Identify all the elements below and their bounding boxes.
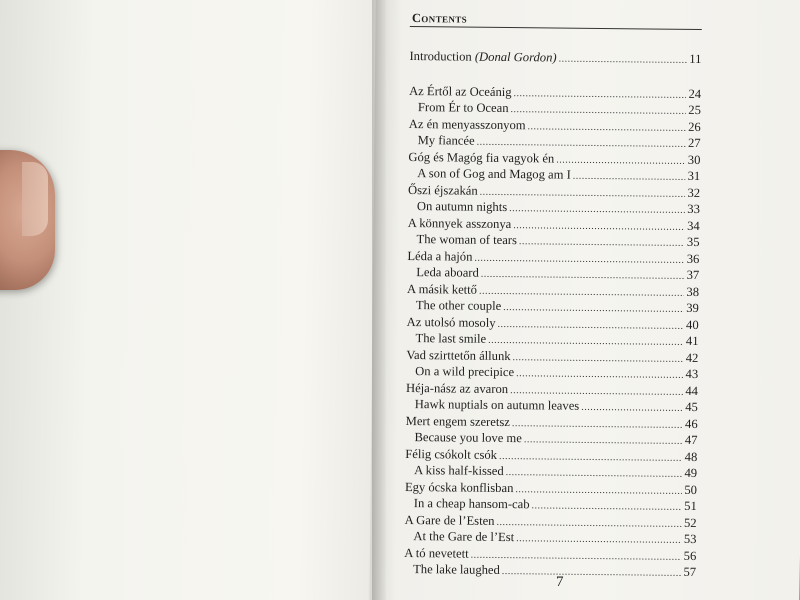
thumbnail-nail <box>22 162 48 236</box>
intro-title: Introduction <box>409 48 475 64</box>
entry-page: 45 <box>685 399 698 415</box>
entry-title: A Gare de l’Esten <box>404 512 495 528</box>
entry-title: The last smile <box>415 331 487 346</box>
toc-entry <box>404 562 696 582</box>
entry-page: 36 <box>686 251 700 266</box>
entry-title: Az Értől az Oceánig <box>409 83 512 99</box>
entry-title: The woman of tears <box>416 232 518 248</box>
entry-title: Az én menyasszonyom <box>408 116 526 132</box>
entry-page: 53 <box>683 531 697 547</box>
leader-dots <box>471 548 682 565</box>
leader-dots <box>527 120 686 136</box>
entry-title: Őszi éjszakán <box>408 182 478 198</box>
leader-dots <box>506 466 683 482</box>
entry-title: Félig csókolt csók <box>405 446 498 462</box>
entry-page: 41 <box>685 333 699 349</box>
entry-page: 38 <box>686 284 700 299</box>
entry-title: A másik kettő <box>406 281 478 297</box>
entry-page: 51 <box>684 498 697 514</box>
entry-title: Because you love me <box>414 430 522 446</box>
entry-page: 44 <box>685 383 699 398</box>
entry-page: 34 <box>687 218 700 233</box>
entry-title: Héja-nász az avaron <box>405 380 509 396</box>
entry-title: A kiss half-kissed <box>414 463 504 479</box>
entry-page: 47 <box>684 432 698 448</box>
contents-heading: Contents <box>411 11 468 26</box>
entry-page: 57 <box>683 564 697 580</box>
leader-dots <box>559 53 688 69</box>
entry-title: A könnyek asszonya <box>407 215 512 231</box>
entry-page: 27 <box>687 135 701 151</box>
leader-dots <box>531 499 682 515</box>
entry-title: Leda aboard <box>416 265 479 280</box>
intro-author: (Donal Gordon) <box>474 49 557 65</box>
entry-page: 11 <box>689 51 702 67</box>
leader-dots <box>512 417 683 433</box>
entry-title <box>409 49 556 65</box>
entry-title: On a wild precipice <box>415 364 515 380</box>
entry-page: 56 <box>683 548 697 563</box>
leader-dots <box>502 565 682 581</box>
entry-page: 49 <box>684 465 698 481</box>
leader-dots <box>497 317 684 333</box>
entry-title: Az utolsó mosoly <box>406 314 496 330</box>
entry-page: 32 <box>687 185 701 200</box>
leader-dots <box>488 334 684 351</box>
entry-title: My fiancée <box>417 133 475 148</box>
leader-dots <box>480 185 686 202</box>
entry-title: Egy ócska konflisban <box>404 479 514 495</box>
leader-dots <box>556 153 686 169</box>
entry-page: 48 <box>684 449 698 464</box>
entry-title: Léda a hajón <box>407 248 473 264</box>
entry-page: 42 <box>685 350 699 365</box>
entry-page: 30 <box>687 152 701 167</box>
leader-dots <box>509 202 685 218</box>
leader-dots <box>513 219 685 235</box>
table-of-contents <box>404 8 702 582</box>
leader-dots <box>503 301 684 317</box>
toc-entry-introduction <box>409 49 701 69</box>
entry-title: At the Gare de l’Est <box>413 529 515 545</box>
entry-page: 43 <box>685 366 699 382</box>
left-page <box>0 0 397 600</box>
leader-dots <box>499 449 683 465</box>
leader-dots <box>496 515 682 531</box>
leader-dots <box>481 268 685 285</box>
leader-dots <box>524 433 683 449</box>
page-number: 7 <box>556 574 564 590</box>
entry-title: Hawk nuptials on autumn leaves <box>414 397 580 413</box>
entry-page: 37 <box>686 267 700 283</box>
entry-title: A son of Gog and Magog am I <box>417 166 571 182</box>
leader-dots <box>515 483 682 499</box>
leader-dots <box>519 235 685 251</box>
entry-title: Mert engem szeretsz <box>405 413 510 429</box>
entry-page: 39 <box>686 300 699 316</box>
leader-dots <box>516 532 682 548</box>
entry-page: 24 <box>688 86 702 101</box>
book-gutter <box>372 0 386 600</box>
entry-title: The lake laughed <box>413 562 500 577</box>
leader-dots <box>510 103 686 119</box>
leader-dots <box>516 367 684 383</box>
entry-title: Vad szirttetőn állunk <box>406 347 511 363</box>
entry-title: A tó nevetett <box>404 545 469 561</box>
toc-entries <box>404 83 701 581</box>
entry-title: From Ér to Ocean <box>417 100 509 116</box>
leader-dots <box>479 284 685 301</box>
entry-page: 26 <box>688 119 701 134</box>
entry-page: 46 <box>684 416 698 431</box>
entry-title: On autumn nights <box>416 199 508 215</box>
entry-page: 31 <box>687 168 701 184</box>
entry-page: 40 <box>686 317 699 332</box>
entry-title: Góg és Magóg fia vagyok én <box>408 149 555 166</box>
entry-page: 50 <box>684 482 698 497</box>
entry-page: 25 <box>688 102 702 118</box>
entry-title: In a cheap hansom-cab <box>413 496 530 512</box>
leader-dots <box>581 401 683 417</box>
entry-page: 35 <box>686 234 700 250</box>
entry-title: The other couple <box>415 298 502 313</box>
entry-page: 33 <box>687 201 700 217</box>
leader-dots <box>573 170 686 186</box>
leader-dots <box>474 251 684 268</box>
entry-page: 52 <box>683 515 697 530</box>
leader-dots <box>513 351 684 367</box>
leader-dots <box>513 87 686 103</box>
